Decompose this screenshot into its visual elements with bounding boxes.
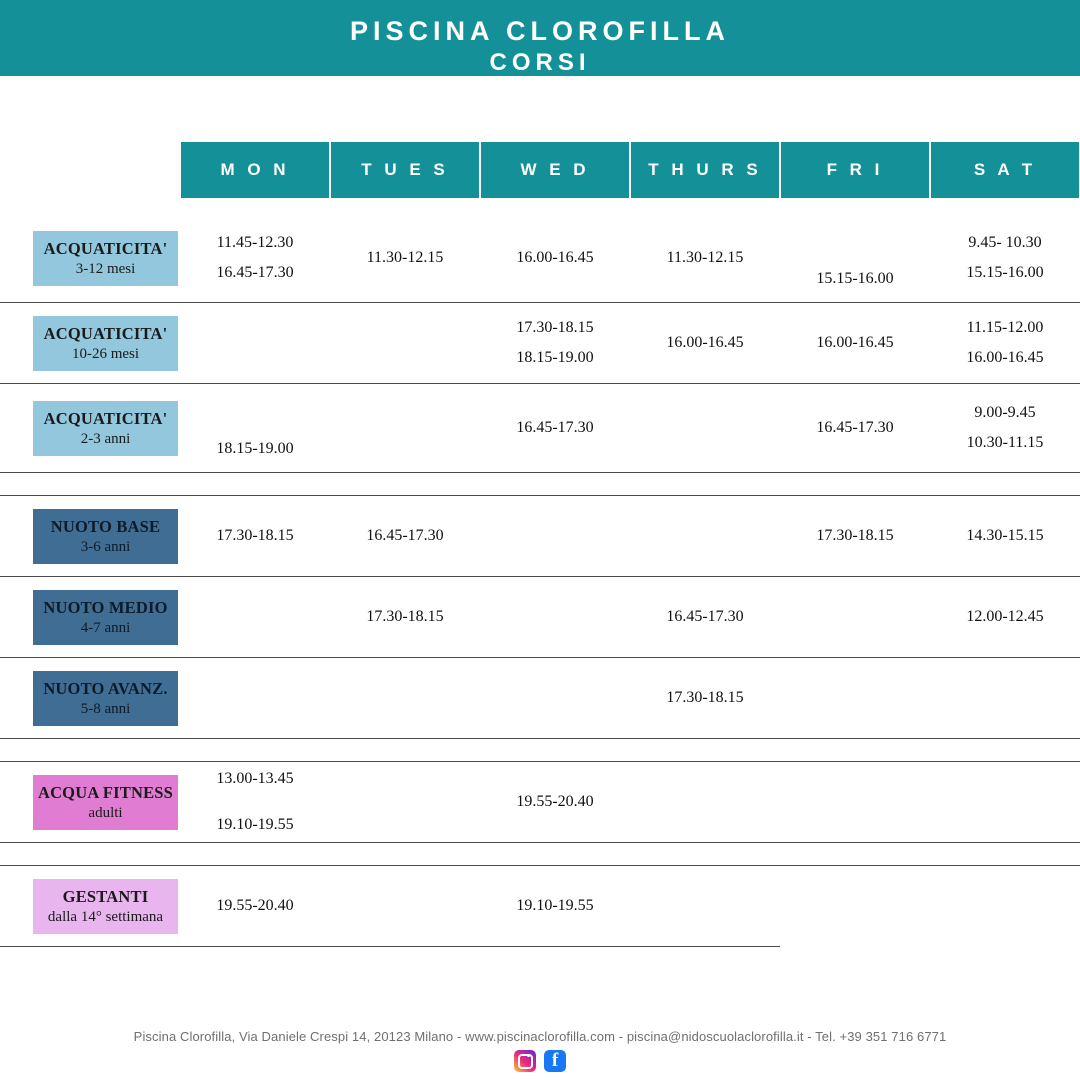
day-header-cell <box>180 142 330 198</box>
schedule-row <box>0 496 1080 577</box>
spacer-cell <box>0 76 1080 142</box>
group-spacer-row <box>0 739 1080 762</box>
schedule-cell <box>330 496 480 577</box>
day-header-cell <box>630 142 780 198</box>
category-label-cell <box>0 866 180 947</box>
category-label-cell <box>0 577 180 658</box>
time-slot: 17.30-18.15 <box>516 319 594 336</box>
day-header-5: S A T <box>931 142 1079 198</box>
day-header-cell <box>330 142 480 198</box>
schedule-cell <box>180 577 330 658</box>
page-subtitle: CORSI <box>489 49 591 76</box>
schedule-cell <box>180 762 330 843</box>
time-slot: 11.30-12.15 <box>366 249 444 266</box>
category-chip <box>33 775 178 830</box>
corner-cell <box>0 142 180 198</box>
season-daterange: settembre 2025 - giugno 2026 <box>408 79 672 95</box>
time-slot: 9.45- 10.30 <box>968 234 1042 251</box>
schedule-cell <box>630 658 780 739</box>
schedule-cell <box>930 303 1080 384</box>
schedule-cell <box>930 658 1080 739</box>
group-spacer-row <box>0 473 1080 496</box>
schedule-cell <box>180 866 330 947</box>
category-label-cell <box>0 496 180 577</box>
category-chip <box>33 509 178 564</box>
category-age: 3-12 mesi <box>75 260 136 277</box>
schedule-cell <box>780 496 930 577</box>
spacer-cell <box>0 843 1080 866</box>
schedule-cell <box>330 658 480 739</box>
schedule-cell <box>630 762 780 843</box>
schedule-cell <box>180 658 330 739</box>
category-age: 2-3 anni <box>80 430 131 447</box>
schedule-cell <box>330 303 480 384</box>
schedule-cell <box>480 214 630 303</box>
schedule-cell <box>330 866 480 947</box>
category-chip <box>33 231 178 286</box>
schedule-cell <box>180 214 330 303</box>
schedule-cell <box>780 577 930 658</box>
schedule-cell <box>630 384 780 473</box>
time-slot: 19.10-19.55 <box>516 897 594 914</box>
category-name: NUOTO MEDIO <box>43 597 168 617</box>
spacer-row <box>0 198 1080 214</box>
category-name: NUOTO AVANZ. <box>43 678 168 698</box>
day-header-cell <box>780 142 930 198</box>
schedule-row <box>0 658 1080 739</box>
spacer-cell <box>0 473 1080 496</box>
time-slot: 17.30-18.15 <box>216 527 294 544</box>
schedule-cell <box>480 303 630 384</box>
schedule-cell <box>930 496 1080 577</box>
schedule-cell <box>180 303 330 384</box>
category-label-cell <box>0 762 180 843</box>
day-header-cell <box>480 142 630 198</box>
time-slot: 16.45-17.30 <box>216 264 294 281</box>
schedule-cell <box>930 214 1080 303</box>
schedule-cell <box>930 866 1080 947</box>
day-header-4: F R I <box>781 142 929 198</box>
category-name: ACQUATICITA' <box>43 238 168 258</box>
schedule-cell <box>480 384 630 473</box>
time-slot: 17.30-18.15 <box>366 608 444 625</box>
time-slot: 17.30-18.15 <box>666 689 744 706</box>
day-header-3: T H U R S <box>631 142 779 198</box>
category-label-cell <box>0 303 180 384</box>
schedule-row <box>0 866 1080 947</box>
schedule-cell <box>630 303 780 384</box>
schedule-cell <box>330 214 480 303</box>
category-age: adulti <box>88 804 123 821</box>
schedule-cell <box>330 384 480 473</box>
time-slot: 15.15-16.00 <box>816 270 894 287</box>
schedule-row <box>0 214 1080 303</box>
schedule-cell <box>780 303 930 384</box>
schedule-cell <box>630 496 780 577</box>
day-header-cell <box>930 142 1080 198</box>
time-slot: 11.15-12.00 <box>966 319 1044 336</box>
time-slot: 16.00-16.45 <box>516 249 594 266</box>
category-label-cell <box>0 384 180 473</box>
day-header-2: W E D <box>481 142 629 198</box>
page-header <box>0 0 1080 95</box>
time-slot: 11.45-12.30 <box>216 234 294 251</box>
schedule-cell <box>330 762 480 843</box>
facebook-icon[interactable]: f <box>544 1050 566 1072</box>
schedule-cell <box>780 762 930 843</box>
page-title: PISCINA CLOROFILLA <box>350 16 730 46</box>
category-name: NUOTO BASE <box>50 516 161 536</box>
schedule-cell <box>480 577 630 658</box>
schedule-cell <box>180 384 330 473</box>
category-age: 10-26 mesi <box>71 345 140 362</box>
category-age: 3-6 anni <box>80 538 131 555</box>
footer-address: Piscina Clorofilla, Via Daniele Crespi 14, 20123 Milano - www.piscinaclorofilla.com - piscina@nidoscuolaclorofilla.it - Tel. +39 351 716 6771 <box>133 1029 947 1044</box>
time-slot: 16.45-17.30 <box>666 608 744 625</box>
time-slot: 16.45-17.30 <box>816 419 894 436</box>
time-slot: 17.30-18.15 <box>816 527 894 544</box>
time-slot: 18.15-19.00 <box>216 440 294 457</box>
schedule-cell <box>930 384 1080 473</box>
time-slot: 16.00-16.45 <box>666 334 744 351</box>
day-header-row <box>0 142 1080 198</box>
time-slot: 10.30-11.15 <box>966 434 1044 451</box>
time-slot: 19.55-20.40 <box>216 897 294 914</box>
category-chip <box>33 401 178 456</box>
category-chip <box>33 316 178 371</box>
schedule-cell <box>330 577 480 658</box>
schedule-cell <box>780 384 930 473</box>
schedule-cell <box>630 577 780 658</box>
time-slot: 13.00-13.45 <box>216 770 294 787</box>
schedule-cell <box>480 866 630 947</box>
category-chip <box>33 879 178 934</box>
time-slot: 16.00-16.45 <box>966 349 1044 366</box>
category-name: ACQUATICITA' <box>43 408 168 428</box>
time-slot: 12.00-12.45 <box>966 608 1044 625</box>
time-slot: 11.30-12.15 <box>666 249 744 266</box>
time-slot: 14.30-15.15 <box>966 527 1044 544</box>
page-footer <box>0 1029 1080 1072</box>
schedule-cell <box>780 866 930 947</box>
schedule-cell <box>480 762 630 843</box>
time-slot: 19.55-20.40 <box>516 793 594 810</box>
category-label-cell <box>0 214 180 303</box>
spacer-cell <box>0 198 1080 214</box>
time-slot: 16.45-17.30 <box>516 419 594 436</box>
schedule-table <box>0 76 1080 947</box>
schedule-cell <box>480 496 630 577</box>
time-slot: 18.15-19.00 <box>516 349 594 366</box>
schedule-cell <box>930 762 1080 843</box>
schedule-cell <box>630 214 780 303</box>
category-name: ACQUA FITNESS <box>37 782 174 802</box>
instagram-icon[interactable] <box>514 1050 536 1072</box>
spacer-row <box>0 76 1080 142</box>
schedule-cell <box>180 496 330 577</box>
category-name: GESTANTI <box>62 886 149 906</box>
category-name: ACQUATICITA' <box>43 323 168 343</box>
category-chip <box>33 671 178 726</box>
time-slot: 16.00-16.45 <box>816 334 894 351</box>
schedule-row <box>0 303 1080 384</box>
spacer-cell <box>0 739 1080 762</box>
day-header-1: T U E S <box>331 142 479 198</box>
time-slot: 15.15-16.00 <box>966 264 1044 281</box>
schedule-row <box>0 762 1080 843</box>
schedule-cell <box>780 214 930 303</box>
time-slot: 19.10-19.55 <box>216 816 294 833</box>
time-slot: 9.00-9.45 <box>974 404 1036 421</box>
schedule-row <box>0 384 1080 473</box>
day-header-0: M O N <box>181 142 329 198</box>
social-links <box>0 1050 1080 1072</box>
category-age: dalla 14° settimana <box>47 908 164 925</box>
schedule-cell <box>630 866 780 947</box>
schedule-cell <box>780 658 930 739</box>
schedule-sheet <box>0 76 1080 947</box>
schedule-cell <box>480 658 630 739</box>
group-spacer-row <box>0 843 1080 866</box>
category-age: 5-8 anni <box>80 700 131 717</box>
category-age: 4-7 anni <box>80 619 131 636</box>
schedule-cell <box>930 577 1080 658</box>
category-label-cell <box>0 658 180 739</box>
time-slot: 16.45-17.30 <box>366 527 444 544</box>
category-chip <box>33 590 178 645</box>
schedule-row <box>0 577 1080 658</box>
